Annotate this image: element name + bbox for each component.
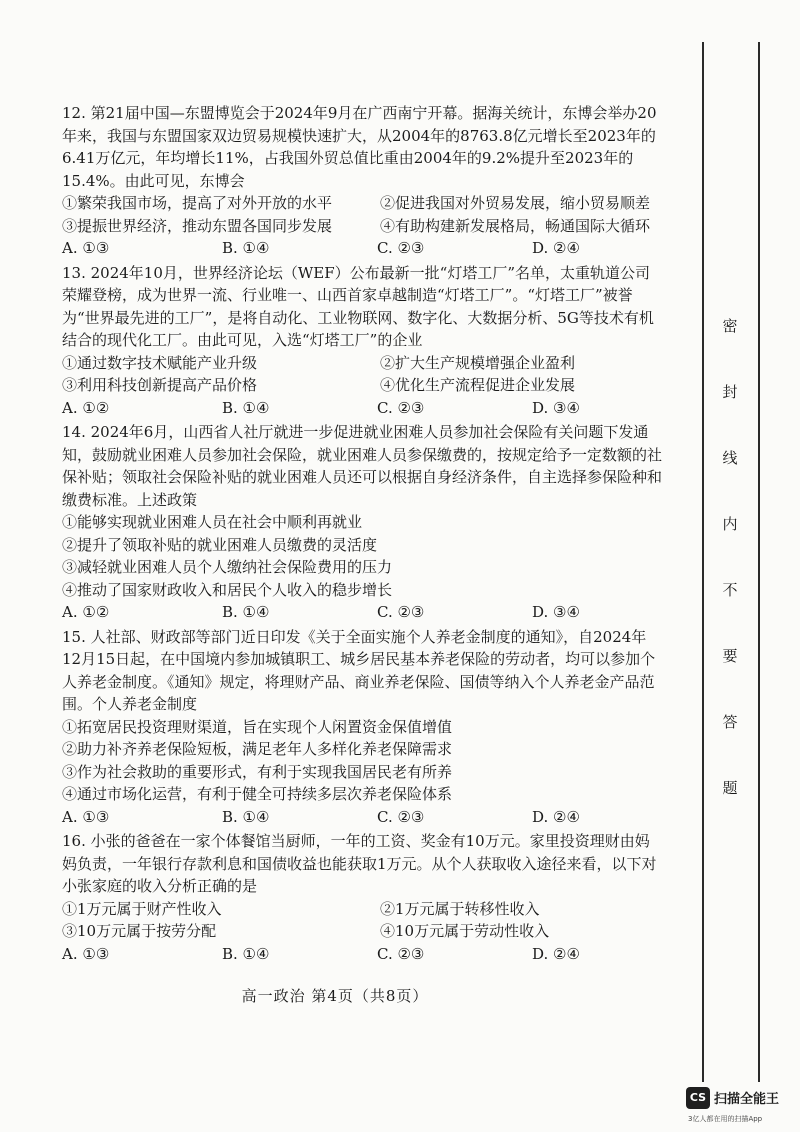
page-footer: 高一政治 第4页（共8页） (241, 987, 429, 1005)
seal-char: 线 (722, 449, 738, 467)
choice-d: D. ②④ (532, 239, 580, 257)
option-2: ②提升了领取补贴的就业困难人员缴费的灵活度 (62, 535, 378, 554)
answer-choices (62, 237, 662, 260)
option-4: ④10万元属于劳动性收入 (380, 922, 550, 940)
choice-a: A. ①③ (62, 807, 110, 826)
scanner-watermark (686, 1087, 796, 1129)
seal-char: 内 (722, 515, 738, 533)
option-list (62, 716, 662, 806)
question-stem: 15. 人社部、财政部等部门近日印发《关于全面实施个人养老金制度的通知》，自2024年12月15日起，在中国境内参加城镇职工、城乡居民基本养老保险的劳动者，均可以参加个人养老金制度。《通知》规定，将理财产品、商业养老保险、国债等纳入个人养老金产品范围。个人养老金制度 (62, 627, 656, 713)
option-3: ③10万元属于按劳分配 (62, 922, 217, 940)
option-2: ②促进我国对外贸易发展，缩小贸易顺差 (380, 194, 651, 212)
question-13 (62, 262, 662, 420)
option-3: ③减轻就业困难人员个人缴纳社会保险费用的压力 (62, 558, 393, 576)
choice-b: B. ①④ (222, 944, 270, 963)
question-stem: 13. 2024年10月，世界经济论坛（WEF）公布最新一批“灯塔工厂”名单，太重轨道公司荣耀登榜，成为世界一流、行业唯一、山西首家卓越制造“灯塔工厂”。“灯塔工厂”被誉为“世界最先进的工厂”，是将自动化、工业物联网、数字化、大数据分析、5G等技术有机结合的现代化工厂。由此可见，入选“灯塔工厂”的企业 (62, 263, 654, 349)
seal-char: 不 (722, 581, 738, 599)
choice-c: C. ②③ (377, 944, 425, 963)
choice-b: B. ①④ (222, 398, 270, 417)
choice-a: A. ①② (62, 398, 110, 417)
watermark-slogan: 3亿人都在用的扫描App (688, 1115, 763, 1123)
option-grid (62, 352, 662, 397)
choice-d: D. ③④ (532, 398, 580, 417)
option-4: ④有助构建新发展格局，畅通国际大循环 (380, 216, 651, 235)
question-15 (62, 626, 662, 829)
option-1: ①通过数字技术赋能产业升级 (62, 353, 258, 372)
choice-a: A. ①③ (62, 239, 110, 257)
answer-choices (62, 397, 662, 420)
choice-c: C. ②③ (377, 807, 425, 826)
seal-char: 题 (722, 779, 738, 797)
option-2: ②助力补齐养老保险短板，满足老年人多样化养老保障需求 (62, 740, 453, 758)
option-grid (62, 192, 662, 237)
camscanner-logo-icon: CS (686, 1087, 710, 1109)
option-2: ②扩大生产规模增强企业盈利 (380, 353, 576, 372)
option-3: ③作为社会救助的重要形式，有利于实现我国居民老有所养 (62, 762, 453, 781)
choice-a: A. ①② (62, 603, 110, 621)
option-1: ①繁荣我国市场，提高了对外开放的水平 (62, 194, 333, 212)
option-3: ③利用科技创新提高产品价格 (62, 376, 258, 394)
option-4: ④通过市场化运营，有利于健全可持续多层次养老保险体系 (62, 785, 453, 803)
question-12 (62, 102, 662, 260)
option-1: ①拓宽居民投资理财渠道，旨在实现个人闲置资金保值增值 (62, 717, 453, 736)
choice-b: B. ①④ (222, 239, 270, 257)
option-3: ③提振世界经济，推动东盟各国同步发展 (62, 216, 333, 235)
watermark-name: 扫描全能王 (714, 1092, 780, 1107)
option-1: ①能够实现就业困难人员在社会中顺利再就业 (62, 513, 363, 531)
seal-char: 封 (722, 383, 738, 401)
question-stem: 16. 小张的爸爸在一家个体餐馆当厨师，一年的工资、奖金有10万元。家里投资理财由妈妈负责，一年银行存款利息和国债收益也能获取1万元。从个人获取收入途径来看，以下对小张家庭的收入分析正确的是 (62, 832, 657, 895)
binding-line-outer (758, 42, 760, 1082)
option-list (62, 511, 662, 601)
seal-char: 要 (722, 647, 738, 665)
answer-choices (62, 943, 662, 966)
answer-choices (62, 806, 662, 829)
choice-c: C. ②③ (377, 239, 425, 257)
option-1: ①1万元属于财产性收入 (62, 899, 222, 918)
binding-line-inner (702, 42, 704, 1082)
question-stem: 12. 第21届中国—东盟博览会于2024年9月在广西南宁开幕。据海关统计，东博会举办20年来，我国与东盟国家双边贸易规模快速扩大，从2004年的8763.8亿元增长至2023年的6.41万亿元，年均增长11%，占我国外贸总值比重由2004年的9.2%提升至2023年的15.4%。由此可见，东博会 (62, 104, 657, 190)
choice-d: D. ③④ (532, 603, 580, 621)
option-4: ④优化生产流程促进企业发展 (380, 376, 576, 394)
choice-d: D. ②④ (532, 807, 580, 826)
option-2: ②1万元属于转移性收入 (380, 899, 540, 918)
question-16 (62, 830, 662, 965)
choice-b: B. ①④ (222, 807, 270, 826)
choice-c: C. ②③ (377, 603, 425, 621)
choice-d: D. ②④ (532, 944, 580, 963)
question-stem: 14. 2024年6月，山西省人社厅就进一步促进就业困难人员参加社会保险有关问题下发通知，鼓励就业困难人员参加社会保险，就业困难人员参保缴费的，按规定给予一定数额的社保补贴；领取社会保险补贴的就业困难人员还可以根据自身经济条件，自主选择参保险种和缴费标准。上述政策 (62, 423, 663, 509)
choice-a: A. ①③ (62, 944, 110, 963)
question-14 (62, 421, 662, 624)
option-grid (62, 898, 662, 943)
choice-c: C. ②③ (377, 398, 425, 417)
seal-char: 答 (722, 713, 738, 731)
choice-b: B. ①④ (222, 603, 270, 621)
option-4: ④推动了国家财政收入和居民个人收入的稳步增长 (62, 580, 393, 599)
seal-char: 密 (722, 317, 738, 335)
answer-choices (62, 601, 662, 624)
question-list (62, 102, 662, 965)
